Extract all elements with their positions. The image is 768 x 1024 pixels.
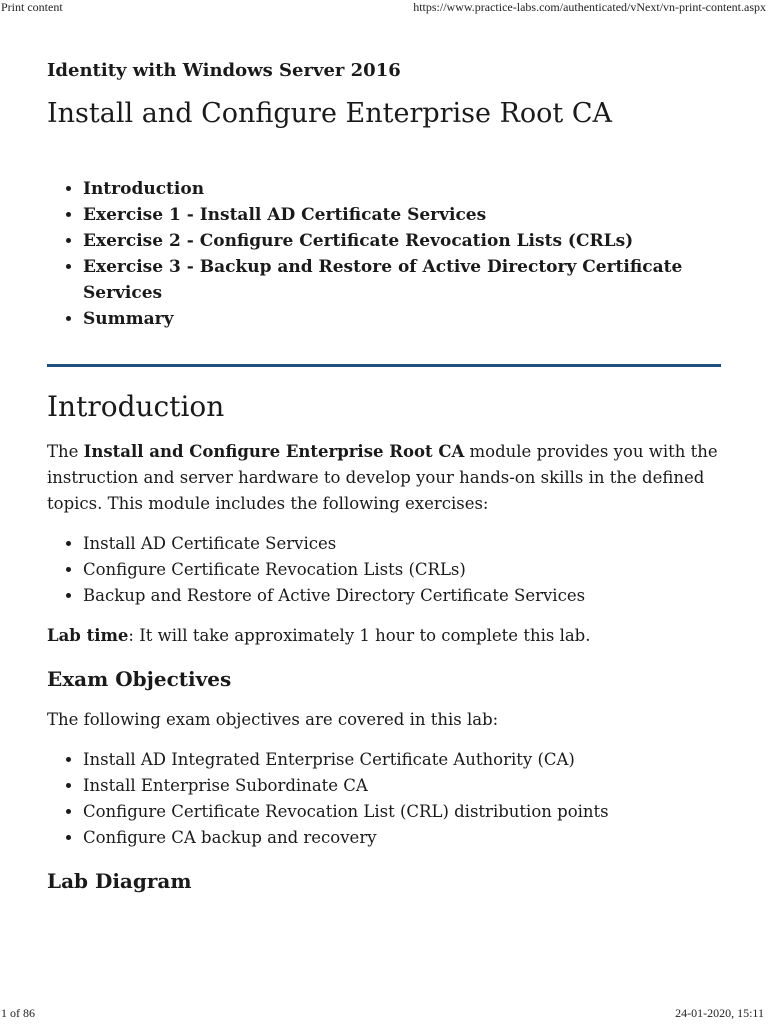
course-title: Identity with Windows Server 2016 [47,60,401,81]
table-of-contents [47,176,723,332]
lab-time-text: : It will take approximately 1 hour to complete this lab. [128,626,591,645]
toc-item-summary: • Summary [83,306,723,332]
list-item: • Configure CA backup and recovery [83,825,723,851]
list-item: • Configure Certificate Revocation Lists (CRLs) [83,557,723,583]
exam-objectives-heading: Exam Objectives [47,667,232,691]
lab-diagram-heading: Lab Diagram [47,869,192,893]
toc-item-exercise-2: • Exercise 2 - Configure Certificate Revocation Lists (CRLs) [83,228,723,254]
intro-para-prefix: The [47,442,84,461]
exam-objectives-list [47,747,723,851]
introduction-paragraph [47,439,723,517]
print-footer [0,1006,768,1024]
print-header [0,0,768,16]
toc-item-exercise-3: • Exercise 3 - Backup and Restore of Active Directory Certificate Services [83,254,723,306]
toc-item-exercise-1: • Exercise 1 - Install AD Certificate Services [83,202,723,228]
module-title: Install and Configure Enterprise Root CA [47,98,613,129]
introduction-heading: Introduction [47,390,225,423]
exam-objectives-intro: The following exam objectives are covered in this lab: [47,710,499,729]
page-counter: 1 of 86 [1,1006,35,1020]
list-item: • Install Enterprise Subordinate CA [83,773,723,799]
section-divider [47,364,721,367]
list-item: • Backup and Restore of Active Directory Certificate Services [83,583,723,609]
exercise-list [47,531,723,609]
intro-para-module-name: Install and Configure Enterprise Root CA [83,442,465,461]
list-item: • Configure Certificate Revocation List (CRL) distribution points [83,799,723,825]
print-header-title: Print content [1,0,63,14]
print-header-url: https://www.practice-labs.com/authenticated/vNext/vn-print-content.aspx [413,0,766,14]
print-timestamp: 24-01-2020, 15:11 [675,1006,764,1020]
intro-para-suffix: module provides you with the instruction and server hardware to develop your hands-on skills in the defined topics. This module includes the following exercises: [47,442,718,513]
toc-item-introduction: • Introduction [83,176,723,202]
lab-time-paragraph [47,623,723,649]
document-content [47,56,723,895]
list-item: • Install AD Certificate Services [83,531,723,557]
list-item: • Install AD Integrated Enterprise Certificate Authority (CA) [83,747,723,773]
lab-time-label: Lab time [47,626,129,645]
